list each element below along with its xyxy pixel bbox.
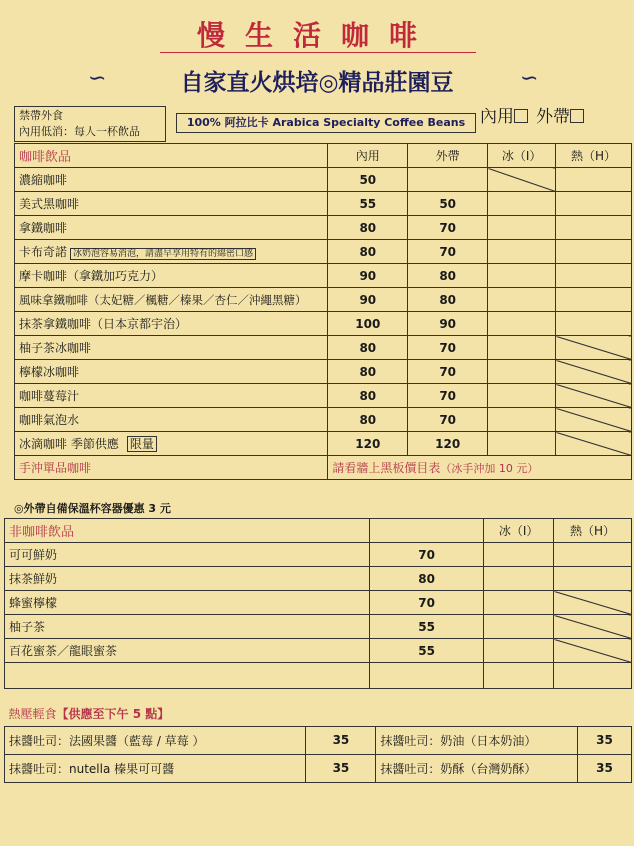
table-row [15, 240, 632, 264]
food-table [4, 702, 632, 783]
price-dine-in: 80 [328, 336, 408, 360]
table-row [15, 264, 632, 288]
rule-no-outside-food: 禁帶外食 [19, 109, 63, 122]
col-hot: 熱（H） [554, 519, 632, 543]
hot-cell [556, 216, 632, 240]
item-name: 冰滴咖啡 季節供應 [19, 437, 119, 451]
col-takeout: 外帶 [408, 144, 488, 168]
pour-over-note: 請看牆上黑板價目表 [332, 461, 441, 475]
price: 70 [370, 591, 484, 615]
item-name: 柚子茶 [5, 615, 370, 639]
ice-cell [488, 408, 556, 432]
coffee-section-title: 咖啡飲品 [15, 144, 328, 168]
menu-title: 慢生活咖啡 [196, 19, 437, 52]
ice-cell [488, 264, 556, 288]
pour-over-row [15, 456, 632, 480]
col-dine-in: 內用 [328, 144, 408, 168]
item-name: 抹醬吐司：nutella 榛果可可醬 [5, 754, 306, 782]
takeout-discount: ◎外帶自備保溫杯容器優惠 3 元 [14, 502, 171, 515]
item-name: 卡布奇諾 [19, 245, 68, 259]
coffee-header-row [15, 144, 632, 168]
col-ice: 冰（I） [484, 519, 554, 543]
hot-na [554, 639, 632, 663]
table-row [5, 639, 632, 663]
table-row [15, 288, 632, 312]
title-underline [160, 52, 476, 53]
spacer-cell [5, 663, 370, 689]
table-row [5, 543, 632, 567]
item-name: 抹醬吐司：法國果醬（藍莓 / 草莓 ） [5, 726, 306, 754]
table-row [15, 336, 632, 360]
order-type [480, 106, 592, 128]
coffee-table [14, 143, 632, 480]
house-rules [14, 106, 166, 142]
item-name: 咖啡氣泡水 [15, 408, 328, 432]
table-row [15, 360, 632, 384]
ice-cell [488, 312, 556, 336]
food-header-cell [5, 702, 632, 726]
price: 70 [370, 543, 484, 567]
price: 35 [578, 754, 632, 782]
item-name: 拿鐵咖啡 [15, 216, 328, 240]
table-row [15, 216, 632, 240]
ice-cell [488, 336, 556, 360]
swirl-right-icon: ∽ [520, 66, 539, 91]
ice-cell [488, 192, 556, 216]
item-name: 抹茶拿鐵咖啡（日本京都宇治） [15, 312, 328, 336]
hot-cell [556, 240, 632, 264]
table-row [15, 312, 632, 336]
hot-na [556, 360, 632, 384]
pour-over-note-cell [328, 456, 632, 480]
price-takeout: 70 [408, 408, 488, 432]
ice-cell [484, 567, 554, 591]
price-takeout: 50 [408, 192, 488, 216]
table-row [15, 408, 632, 432]
item-name: 抹茶鮮奶 [5, 567, 370, 591]
price: 55 [370, 615, 484, 639]
price-dine-in: 90 [328, 288, 408, 312]
hot-na [556, 384, 632, 408]
hot-na [556, 408, 632, 432]
item-name: 摩卡咖啡（拿鐵加巧克力） [15, 264, 328, 288]
price-dine-in: 80 [328, 384, 408, 408]
price: 55 [370, 639, 484, 663]
price-takeout: 70 [408, 384, 488, 408]
hot-cell [556, 168, 632, 192]
limited-badge: 限量 [127, 436, 157, 452]
hot-cell [556, 192, 632, 216]
noncoffee-section-title: 非咖啡飲品 [5, 519, 370, 543]
item-name: 百花蜜茶／龍眼蜜茶 [5, 639, 370, 663]
price-takeout: 70 [408, 216, 488, 240]
table-row [15, 384, 632, 408]
price-takeout: 70 [408, 240, 488, 264]
ice-cell [488, 360, 556, 384]
price: 35 [306, 754, 376, 782]
hot-na [554, 591, 632, 615]
price: 35 [306, 726, 376, 754]
food-section-note: 【供應至下午 5 點】 [56, 707, 170, 722]
col-hot: 熱（H） [556, 144, 632, 168]
item-note: 冰奶泡容易消泡，請盡早享用特有的綿密口感 [70, 248, 256, 260]
price: 80 [370, 567, 484, 591]
price-dine-in: 55 [328, 192, 408, 216]
table-row [5, 754, 632, 782]
ice-cell [484, 639, 554, 663]
menu-subtitle: 自家直火烘培◎精品莊園豆 [180, 70, 454, 96]
ice-na [488, 168, 556, 192]
rule-min-charge: 內用低消：每人一杯飲品 [19, 125, 140, 138]
ice-cell [488, 216, 556, 240]
col-ice: 冰（I） [488, 144, 556, 168]
item-name: 可可鮮奶 [5, 543, 370, 567]
dine-in-checkbox[interactable] [514, 109, 528, 123]
item-name: 檸檬冰咖啡 [15, 360, 328, 384]
ice-cell [488, 432, 556, 456]
takeout-checkbox[interactable] [570, 109, 584, 123]
table-row [5, 726, 632, 754]
table-row [15, 432, 632, 456]
ice-cell [484, 543, 554, 567]
item-name-cell [15, 432, 328, 456]
hot-na [556, 432, 632, 456]
bean-origin: 100% 阿拉比卡 Arabica Specialty Coffee Beans [176, 113, 476, 133]
table-row [15, 168, 632, 192]
price-col-header [370, 519, 484, 543]
price-dine-in: 120 [328, 432, 408, 456]
table-row [5, 591, 632, 615]
price-dine-in: 100 [328, 312, 408, 336]
item-name: 美式黑咖啡 [15, 192, 328, 216]
table-row [15, 192, 632, 216]
price-takeout: 120 [408, 432, 488, 456]
price-takeout: 80 [408, 264, 488, 288]
pour-over-extra: （冰手沖加 10 元） [440, 462, 539, 475]
spacer-cell [484, 663, 554, 689]
takeout-label: 外帶 [536, 107, 570, 127]
item-name: 濃縮咖啡 [15, 168, 328, 192]
price-dine-in: 80 [328, 216, 408, 240]
noncoffee-header-row [5, 519, 632, 543]
spacer-row [5, 663, 632, 689]
table-row [5, 567, 632, 591]
item-name: 抹醬吐司：奶酥（台灣奶酥） [376, 754, 578, 782]
item-name: 柚子茶冰咖啡 [15, 336, 328, 360]
price-dine-in: 50 [328, 168, 408, 192]
food-header-row [5, 702, 632, 726]
ice-cell [484, 591, 554, 615]
table-row [5, 615, 632, 639]
price: 35 [578, 726, 632, 754]
item-name: 風味拿鐵咖啡（太妃糖／楓糖／榛果／杏仁／沖繩黑糖） [15, 288, 328, 312]
price-takeout: 80 [408, 288, 488, 312]
hot-na [556, 336, 632, 360]
pour-over-label: 手沖單品咖啡 [15, 456, 328, 480]
dine-in-label: 內用 [480, 107, 514, 127]
price-dine-in: 80 [328, 360, 408, 384]
hot-cell [556, 264, 632, 288]
spacer-cell [554, 663, 632, 689]
swirl-left-icon: ∽ [88, 66, 107, 91]
price-dine-in: 90 [328, 264, 408, 288]
hot-cell [556, 288, 632, 312]
price-takeout: 90 [408, 312, 488, 336]
hot-cell [554, 543, 632, 567]
spacer-cell [370, 663, 484, 689]
hot-cell [554, 567, 632, 591]
price-takeout: 70 [408, 336, 488, 360]
price-dine-in: 80 [328, 408, 408, 432]
item-name: 抹醬吐司：奶油（日本奶油） [376, 726, 578, 754]
hot-cell [556, 312, 632, 336]
price-takeout [408, 168, 488, 192]
item-name: 蜂蜜檸檬 [5, 591, 370, 615]
price-takeout: 70 [408, 360, 488, 384]
item-name-cell [15, 240, 328, 264]
ice-cell [488, 384, 556, 408]
noncoffee-table [4, 518, 632, 689]
ice-cell [488, 240, 556, 264]
food-section-title: 熱壓輕食 [8, 707, 57, 722]
price-dine-in: 80 [328, 240, 408, 264]
item-name: 咖啡蔓莓汁 [15, 384, 328, 408]
ice-cell [488, 288, 556, 312]
ice-cell [484, 615, 554, 639]
hot-na [554, 615, 632, 639]
